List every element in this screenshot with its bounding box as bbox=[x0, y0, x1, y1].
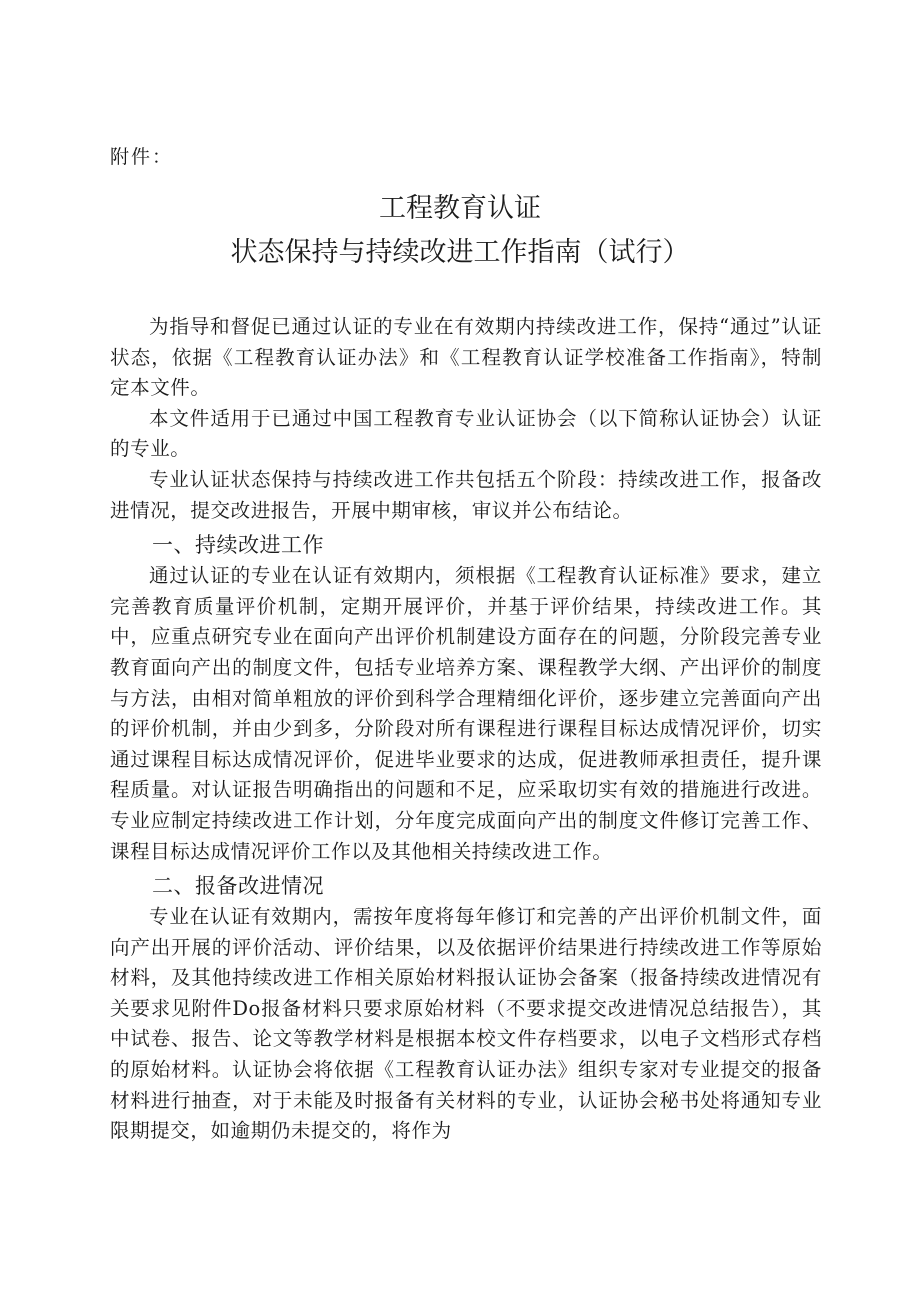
attachment-label: 附件： bbox=[110, 146, 174, 168]
document-title-line-1: 工程教育认证 bbox=[379, 193, 541, 224]
section-heading-1: 一、持续改进工作 bbox=[152, 533, 324, 558]
document-body bbox=[110, 312, 822, 1147]
section-heading-2: 二、报备改进情况 bbox=[152, 874, 324, 899]
paragraph-purpose: 为指导和督促已通过认证的专业在有效期内持续改进工作，保持“通过”认证状态，依据《工程教育认证办法》和《工程教育认证学校准备工作指南》，特制定本文件。 bbox=[110, 315, 822, 400]
paragraph-continuous-improvement: 通过认证的专业在认证有效期内，须根据《工程教育认证标准》要求，建立完善教育质量评价机制，定期开展评价，并基于评价结果，持续改进工作。其中，应重点研究专业在面向产出评价机制建设方面存在的问题，分阶段完善专业教育面向产出的制度文件，包括专业培养方案、课程教学大纲、产出评价的制度与方法，由相对简单粗放的评价到科学合理精细化评价，逐步建立完善面向产出的评价机制，并由少到多，分阶段对所有课程进行课程目标达成情况评价，切实通过课程目标达成情况评价，促进毕业要求的达成，促进教师承担责任，提升课程质量。对认证报告明确指出的问题和不足，应采取切实有效的措施进行改进。专业应制定持续改进工作计划，分年度完成面向产出的制度文件修订完善工作、课程目标达成情况评价工作以及其他相关持续改进工作。 bbox=[110, 564, 822, 863]
paragraph-scope: 本文件适用于已通过中国工程教育专业认证协会（以下简称认证协会）认证的专业。 bbox=[110, 406, 822, 461]
paragraph-stages: 专业认证状态保持与持续改进工作共包括五个阶段：持续改进工作，报备改进情况，提交改进报告，开展中期审核，审议并公布结论。 bbox=[110, 467, 822, 522]
paragraph-reporting: 专业在认证有效期内，需按年度将每年修订和完善的产出评价机制文件，面向产出开展的评价活动、评价结果，以及依据评价结果进行持续改进工作等原始材料，及其他持续改进工作相关原始材料报认证协会备案（报备持续改进情况有关要求见附件Do报备材料只要求原始材料（不要求提交改进情况总结报告），其中试卷、报告、论文等教学材料是根据本校文件存档要求，以电子文档形式存档的原始材料。认证协会将依据《工程教育认证办法》组织专家对专业提交的报备材料进行抽查，对于未能及时报备有关材料的专业，认证协会秘书处将通知专业限期提交，如逾期仍未提交的，将作为 bbox=[110, 905, 822, 1143]
document-title-line-2: 状态保持与持续改进工作指南（试行） bbox=[230, 237, 690, 268]
